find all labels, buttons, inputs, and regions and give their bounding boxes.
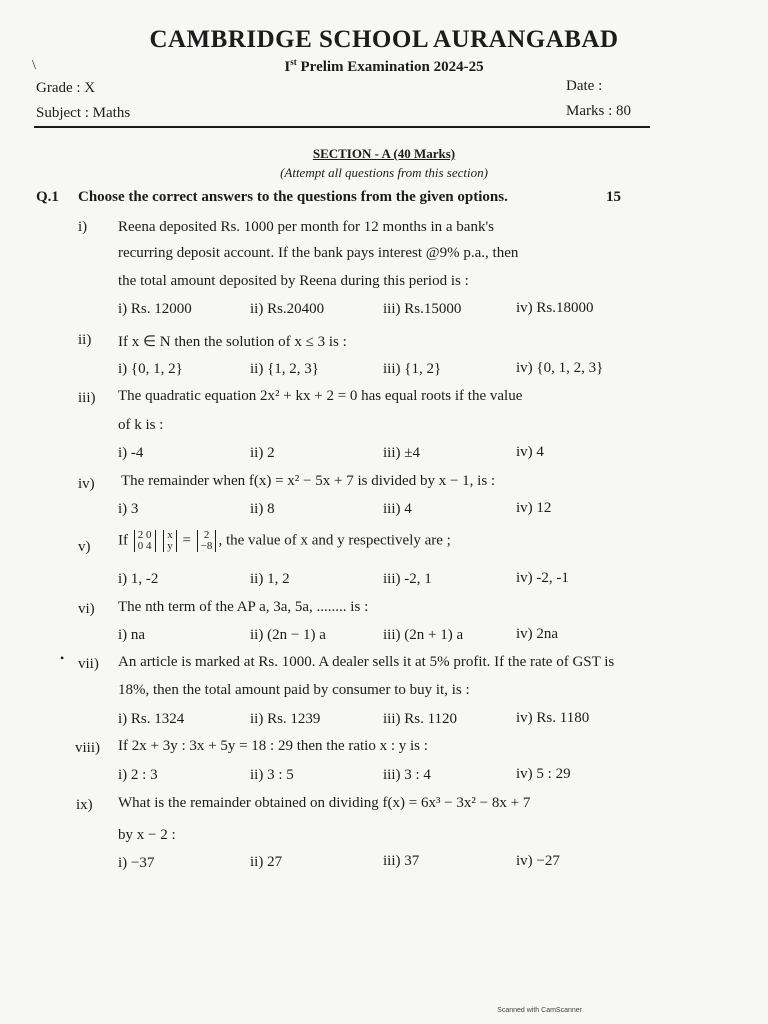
matrix-question-text: , the value of x and y respectively are ; <box>218 532 451 549</box>
option: iii) ±4 <box>383 445 420 461</box>
item-text-line: If 2x + 3y : 3x + 5y = 18 : 29 then the ratio x : y is : <box>118 738 428 754</box>
matrix-a-row: 2 0 <box>137 529 152 541</box>
option: iv) Rs. 1180 <box>516 710 590 726</box>
exam-title <box>0 57 768 76</box>
option: ii) 2 <box>250 445 275 461</box>
item-text-line: An article is marked at Rs. 1000. A dealer sells it at 5% profit. If the rate of GST is <box>118 654 615 670</box>
option: i) Rs. 12000 <box>118 301 192 317</box>
item-number: vi) <box>78 601 95 617</box>
matrix-x <box>163 530 177 552</box>
subject-label: Subject : Maths <box>36 105 131 121</box>
matrix-x-row: x <box>167 529 173 541</box>
item-text-line: of k is : <box>118 417 164 433</box>
item-text-line: Reena deposited Rs. 1000 per month for 12 months in a bank's <box>118 219 494 235</box>
option: i) 1, -2 <box>118 571 159 587</box>
option: iv) 4 <box>516 444 544 460</box>
option: ii) {1, 2, 3} <box>250 361 319 377</box>
option: iv) 12 <box>516 500 552 516</box>
item-text-line: The quadratic equation 2x² + kx + 2 = 0 has equal roots if the value <box>118 388 523 404</box>
marks-label: Marks : 80 <box>566 103 631 119</box>
option: iv) {0, 1, 2, 3} <box>516 360 604 376</box>
option: iii) 4 <box>383 501 412 517</box>
item-text-line: 18%, then the total amount paid by consumer to buy it, is : <box>118 682 470 698</box>
section-title: SECTION - A (40 Marks) <box>312 146 456 161</box>
option: ii) (2n − 1) a <box>250 627 326 643</box>
matrix-a-row: 0 4 <box>137 540 152 552</box>
option: iv) −27 <box>516 853 560 869</box>
option: ii) 27 <box>250 854 283 870</box>
item-number: viii) <box>75 740 100 756</box>
option: ii) Rs.20400 <box>250 301 325 317</box>
header-divider <box>34 126 650 128</box>
matrix-if: If <box>118 532 128 549</box>
option: i) na <box>118 627 146 643</box>
grade-label: Grade : X <box>36 80 96 96</box>
option: iv) -2, -1 <box>516 570 569 586</box>
option: i) Rs. 1324 <box>118 711 185 727</box>
option: i) -4 <box>118 445 144 461</box>
bullet-dot: • <box>60 651 65 665</box>
option: ii) 3 : 5 <box>250 767 294 783</box>
item-text-line: The remainder when f(x) = x² − 5x + 7 is divided by x − 1, is : <box>121 473 496 489</box>
item-text-line: recurring deposit account. If the bank pays interest @9% p.a., then <box>118 245 519 261</box>
pen-mark: \ <box>32 58 36 73</box>
option: iii) Rs.15000 <box>383 301 462 317</box>
item-text-line: the total amount deposited by Reena during this period is : <box>118 273 469 289</box>
item-text-line: What is the remainder obtained on dividing f(x) = 6x³ − 3x² − 8x + 7 <box>118 795 531 811</box>
matrix-b-row: −8 <box>200 540 213 552</box>
item-number: v) <box>78 539 91 555</box>
matrix-b <box>197 530 217 552</box>
option: iii) 37 <box>383 853 420 869</box>
option: i) 2 : 3 <box>118 767 158 783</box>
item-number: i) <box>78 219 88 235</box>
item-text-line: by x − 2 : <box>118 827 176 843</box>
item-number: ix) <box>76 797 93 813</box>
item-number: ii) <box>78 332 92 348</box>
option: iv) Rs.18000 <box>516 300 594 316</box>
question-number: Q.1 <box>36 189 59 205</box>
option: iii) (2n + 1) a <box>383 627 464 643</box>
option: ii) Rs. 1239 <box>250 711 321 727</box>
question-instruction: Choose the correct answers to the questions from the given options. <box>78 189 508 205</box>
option: i) {0, 1, 2} <box>118 361 183 377</box>
matrix-a <box>134 530 156 552</box>
option: iv) 5 : 29 <box>516 766 571 782</box>
option: iii) {1, 2} <box>383 361 442 377</box>
exam-title-rest: Prelim Examination 2024-25 <box>296 59 484 75</box>
option: iii) Rs. 1120 <box>383 711 458 727</box>
matrix-equation <box>118 530 451 552</box>
item-number: iii) <box>78 390 96 406</box>
option: iv) 2na <box>516 626 559 642</box>
question-marks: 15 <box>606 189 621 205</box>
option: ii) 8 <box>250 501 275 517</box>
exam-title-sup: st <box>290 57 297 67</box>
option: i) 3 <box>118 501 139 517</box>
option: iii) -2, 1 <box>383 571 432 587</box>
option: i) −37 <box>118 855 155 871</box>
option: iii) 3 : 4 <box>383 767 431 783</box>
school-name: CAMBRIDGE SCHOOL AURANGABAD <box>149 26 619 53</box>
option: ii) 1, 2 <box>250 571 290 587</box>
date-label: Date : <box>566 78 603 94</box>
exam-title-numeral: I <box>284 59 291 75</box>
item-number: vii) <box>78 656 99 672</box>
matrix-x-row: y <box>167 540 173 552</box>
scanner-watermark: Scanned with CamScanner <box>497 1007 582 1014</box>
section-note: (Attempt all questions from this section) <box>280 165 488 180</box>
matrix-equals: = <box>182 532 191 549</box>
matrix-b-row: 2 <box>203 529 210 541</box>
item-text-line: The nth term of the AP a, 3a, 5a, ........ is : <box>118 599 369 615</box>
item-number: iv) <box>78 476 95 492</box>
item-text-line: If x ∈ N then the solution of x ≤ 3 is : <box>118 334 347 350</box>
